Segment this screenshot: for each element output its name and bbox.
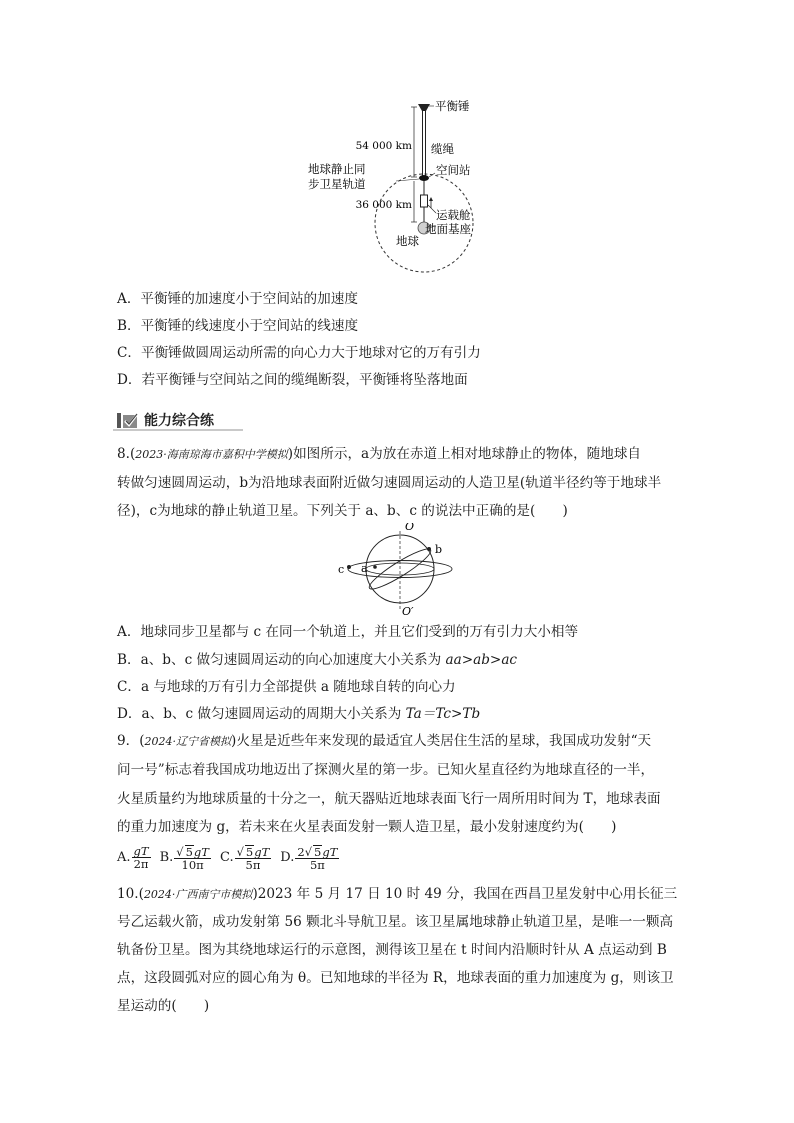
q9-line-4: 的重力加速度为 g，若未来在火星表面发射一颗人造卫星，最小发射速度约为( ) xyxy=(117,819,617,835)
q10-line-1: 10.(2024·广西南宁市模拟)2023 年 5 月 17 日 10 时 49 分，我国在西昌卫星发射中心用长征三 xyxy=(117,886,678,902)
q7-option-c[interactable]: C．平衡锤做圆周运动所需的向心力大于地球对它的万有引力 xyxy=(117,345,481,361)
q8-source: 2023·海南琼海市嘉积中学模拟 xyxy=(135,448,288,461)
q8-option-d[interactable]: D．a、b、c 做匀速圆周运动的周期大小关系为 Ta＝Tc>Tb xyxy=(117,706,481,722)
point-a xyxy=(373,565,377,569)
space-elevator-diagram xyxy=(300,95,500,285)
q10-line-5: 星运动的( ) xyxy=(117,998,210,1014)
counterweight-shape xyxy=(418,104,430,111)
label-a: a xyxy=(361,562,368,575)
label-carrier: 运载舱 xyxy=(436,208,471,222)
section-header xyxy=(117,409,214,431)
label-b: b xyxy=(435,543,443,556)
q8-number: 8.( xyxy=(117,446,136,462)
q10-line-4: 点，这段圆弧对应的圆心角为 θ。已知地球的半径为 R，地球表面的重力加速度为 g，则该卫 xyxy=(117,970,674,986)
q8-option-c[interactable]: C．a 与地球的万有引力全部提供 a 随地球自转的向心力 xyxy=(117,679,456,695)
earth-orbits-diagram xyxy=(335,523,465,617)
label-36000: 36 000 km xyxy=(355,199,412,211)
label-54000: 54 000 km xyxy=(355,140,412,152)
q9-line-1: 9．(2024·辽宁省模拟)火星是近些年来发现的最适宜人类居住生活的星球，我国成功发射“天 xyxy=(117,733,652,749)
q9-option-c[interactable]: C. $\frac{√ 5gT}{5\pi}$ xyxy=(219,844,270,872)
point-b xyxy=(427,547,431,551)
q9-source: 2024·辽宁省模拟 xyxy=(144,735,232,748)
point-c xyxy=(347,565,351,569)
q9-number: 9．( xyxy=(117,733,145,749)
label-O: O xyxy=(405,523,415,533)
q8-option-a[interactable]: A．地球同步卫星都与 c 在同一个轨道上，并且它们受到的万有引力大小相等 xyxy=(117,624,579,640)
label-c: c xyxy=(338,563,345,576)
carrier-shape xyxy=(421,195,428,207)
q9-option-b[interactable]: B. $\frac{√ 5gT}{10\pi}$ xyxy=(159,844,209,872)
label-O-prime: O′ xyxy=(402,605,414,617)
q9-option-a[interactable]: A. $\frac{gT}{2\pi}$ xyxy=(117,844,149,871)
q10-source: 2024·广西南宁市模拟 xyxy=(143,888,253,901)
label-station: 空间站 xyxy=(436,163,471,177)
label-cable: 缆绳 xyxy=(431,142,454,156)
q8-option-d-math: Ta＝Tc>Tb xyxy=(405,706,481,722)
space-station-shape xyxy=(419,175,429,181)
q9-line-2: 问一号”标志着我国成功地迈出了探测火星的第一步。已知火星直径约为地球直径的一半， xyxy=(117,762,655,778)
q8-option-b-math: aa>ab>ac xyxy=(445,652,518,668)
q10-line-3: 轨备份卫星。图为其绕地球运行的示意图，测得该卫星在 t 时间内沿顺时针从 A 点运动到 B xyxy=(117,942,667,958)
q8-line-3: 径)，c为地球的静止轨道卫星。下列关于 a、b、c 的说法中正确的是( ) xyxy=(117,503,568,519)
label-geo-orbit-1: 地球静止同 xyxy=(308,162,366,176)
q10-number: 10.( xyxy=(117,886,144,902)
q10-line-2: 号乙运载火箭，成功发射第 56 颗北斗导航卫星。该卫星属地球静止轨道卫星，是唯一一颗高 xyxy=(117,914,674,930)
check-box-icon xyxy=(117,411,139,429)
q8-line-2: 转做匀速圆周运动，b为沿地球表面附近做匀速圆周运动的人造卫星(轨道半径约等于地球半 xyxy=(117,475,662,491)
section-title: 能力综合练 xyxy=(144,413,214,429)
q7-option-d[interactable]: D．若平衡锤与空间站之间的缆绳断裂，平衡锤将坠落地面 xyxy=(117,372,468,388)
label-geo-orbit-2: 步卫星轨道 xyxy=(308,177,366,191)
q9-options xyxy=(117,840,340,876)
q8-option-b[interactable]: B．a、b、c 做匀速圆周运动的向心加速度大小关系为 aa>ab>ac xyxy=(117,652,518,668)
q7-option-a[interactable]: A．平衡锤的加速度小于空间站的加速度 xyxy=(117,291,358,307)
q9-line-3: 火星质量约为地球质量的十分之一，航天器贴近地球表面飞行一周所用时间为 T，地球表面 xyxy=(117,791,661,807)
label-base: 地面基座 xyxy=(425,222,471,236)
label-counterweight: 平衡锤 xyxy=(435,99,470,113)
q7-option-b[interactable]: B．平衡锤的线速度小于空间站的线速度 xyxy=(117,318,359,334)
q9-option-d[interactable]: D. $\frac{2√ 5gT}{5\pi}$ xyxy=(280,844,338,872)
section-divider xyxy=(113,429,243,431)
label-earth: 地球 xyxy=(396,234,419,248)
q8-line-1: 8.(2023·海南琼海市嘉积中学模拟)如图所示，a为放在赤道上相对地球静止的物体，随地球自 xyxy=(117,446,642,462)
